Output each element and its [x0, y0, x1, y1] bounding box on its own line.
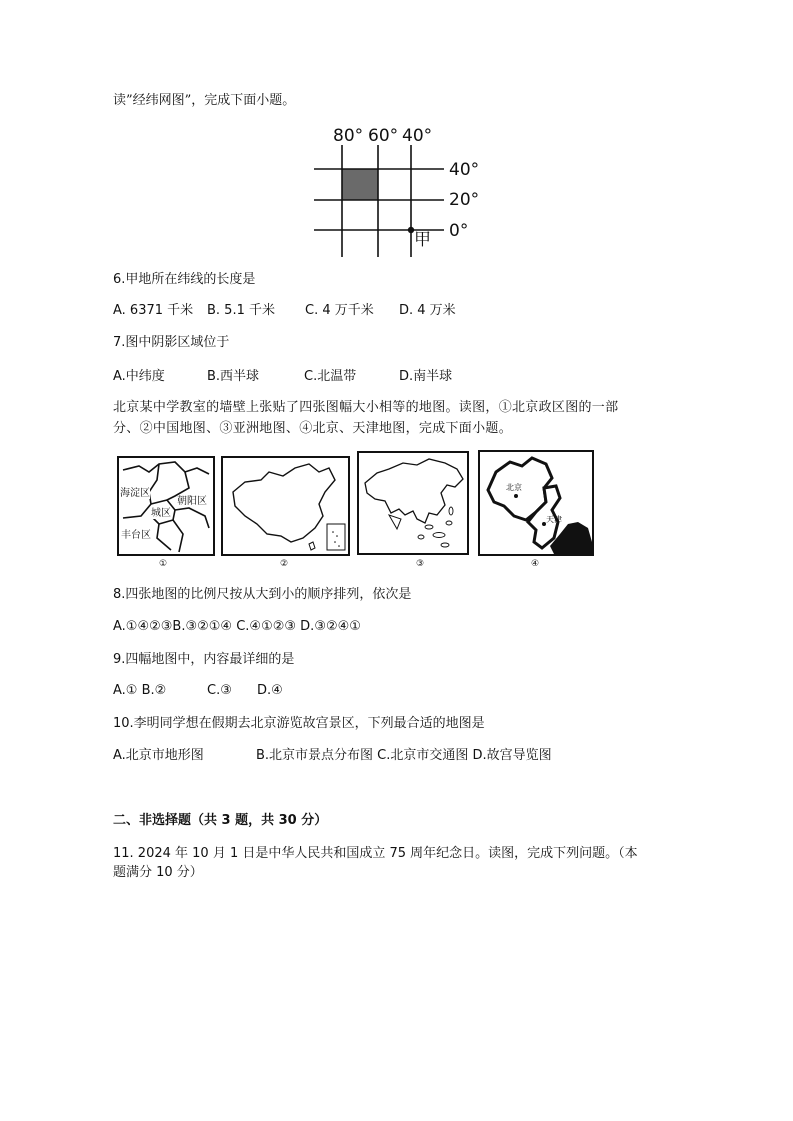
q9-option-c: C.③	[207, 683, 232, 698]
q7-option-a: A.中纬度	[113, 369, 165, 384]
lon-label-80: 80°	[333, 126, 364, 146]
map-3-outline	[359, 453, 467, 553]
lat-label-20: 20°	[449, 190, 480, 210]
south-china-sea-inset	[327, 524, 345, 550]
q7-option-d: D.南半球	[399, 369, 453, 384]
q10-option-bcd: B.北京市景点分布图 C.北京市交通图 D.故宫导览图	[256, 748, 552, 763]
q11-line2: 题满分 10 分）	[113, 865, 203, 880]
map-4-beijing-tianjin	[478, 450, 594, 556]
intro-text: 读”经纬网图”，完成下面小题。	[113, 93, 296, 108]
section-2-heading: 二、非选择题（共 3 题，共 30 分）	[113, 813, 328, 828]
map-2-china	[221, 456, 350, 556]
q9-stem: 9.四幅地图中，内容最详细的是	[113, 652, 295, 667]
q6-option-d: D. 4 万米	[399, 303, 456, 318]
map-1-caption: ①	[159, 559, 168, 569]
map-4-outline	[480, 452, 592, 554]
map-1-label-chaoyang: 朝阳区	[177, 496, 207, 507]
q7-option-c: C.北温带	[304, 369, 357, 384]
shaded-region	[342, 169, 378, 200]
map-1-label-fengtai: 丰台区	[121, 530, 151, 541]
q11-line1: 11. 2024 年 10 月 1 日是中华人民共和国成立 75 周年纪念日。读图，完成下列问题。（本	[113, 846, 638, 861]
q6-option-a: A. 6371 千米	[113, 303, 194, 318]
q8-options: A.①④②③B.③②①④ C.④①②③ D.③②④①	[113, 619, 361, 634]
map-4-label-beijing: 北京	[506, 483, 522, 492]
map-4-label-tianjin: 天津	[546, 515, 562, 524]
q10-stem: 10.李明同学想在假期去北京游览故宫景区，下列最合适的地图是	[113, 716, 485, 731]
point-jia-label: 甲	[414, 230, 431, 250]
lat-label-40: 40°	[449, 160, 480, 180]
map-1-label-haidian: 海淀区	[120, 488, 150, 499]
q6-stem: 6.甲地所在纬线的长度是	[113, 272, 256, 287]
q9-option-ab: A.① B.②	[113, 683, 167, 698]
map-4-caption: ④	[531, 559, 540, 569]
lon-label-60: 60°	[368, 126, 399, 146]
q6-option-c: C. 4 万千米	[305, 303, 374, 318]
q7-stem: 7.图中阴影区域位于	[113, 335, 230, 350]
intro2-line2: 分、②中国地图、③亚洲地图、④北京、天津地图，完成下面小题。	[113, 421, 513, 436]
q7-option-b: B.西半球	[207, 369, 260, 384]
beijing-dot	[514, 494, 518, 498]
q6-option-b: B. 5.1 千米	[207, 303, 275, 318]
lon-label-40: 40°	[402, 126, 433, 146]
q10-option-a: A.北京市地形图	[113, 748, 204, 763]
map-1-beijing-districts	[117, 456, 215, 556]
map-3-caption: ③	[416, 559, 425, 569]
map-2-caption: ②	[280, 559, 289, 569]
q8-stem: 8.四张地图的比例尺按从大到小的顺序排列，依次是	[113, 587, 412, 602]
map-1-label-chengqu: 城区	[151, 508, 171, 519]
q9-option-d: D.④	[257, 683, 283, 698]
map-2-outline	[223, 458, 348, 554]
intro2-line1: 北京某中学教室的墙壁上张贴了四张图幅大小相等的地图。读图，①北京政区图的一部	[113, 400, 619, 415]
lat-label-0: 0°	[449, 221, 469, 241]
map-3-asia	[357, 451, 469, 555]
